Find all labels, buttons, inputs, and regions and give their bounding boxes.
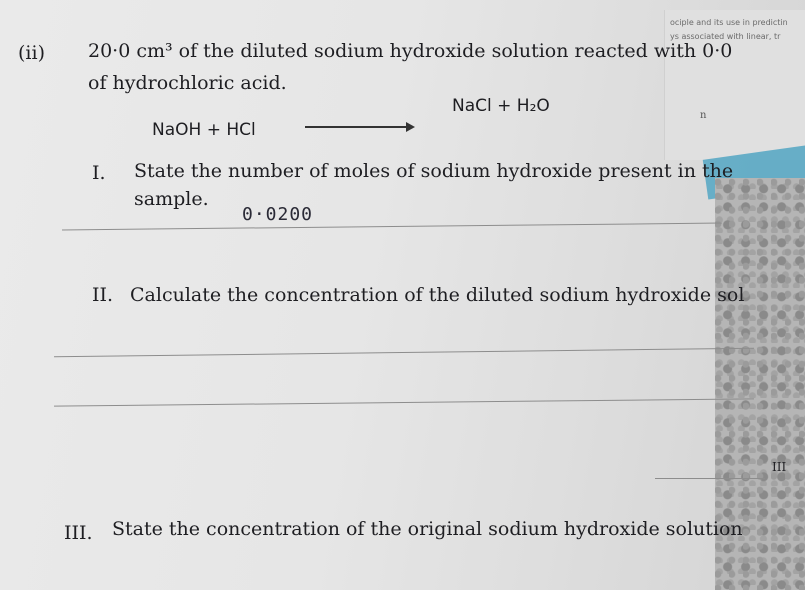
- part2-label: II.: [92, 284, 114, 306]
- background-note-line1: ociple and its use in predictin: [670, 18, 788, 27]
- margin-mark: n: [700, 110, 707, 121]
- part1-text-line2: sample.: [134, 188, 209, 210]
- marks-line: [655, 478, 765, 479]
- question-text-line1: 20·0 cm³ of the diluted sodium hydroxide solution reacted with 0·0: [88, 40, 733, 62]
- part2-text: Calculate the concentration of the diluted sodium hydroxide sol: [130, 284, 745, 306]
- marks-label: III: [772, 460, 787, 474]
- part3-text: State the concentration of the original sodium hydroxide solution: [112, 518, 743, 540]
- part1-label: I.: [92, 162, 106, 184]
- equation-products: NaCl + H₂O: [452, 96, 550, 116]
- question-number: (ii): [18, 42, 45, 64]
- reaction-arrow-icon: [305, 126, 413, 128]
- background-note-line2: ys associated with linear, tr: [670, 32, 781, 41]
- answer-line: [62, 223, 722, 231]
- part1-text-line1: State the number of moles of sodium hydroxide present in the: [134, 160, 734, 182]
- answer-line: [54, 348, 754, 358]
- question-text-line2: of hydrochloric acid.: [88, 72, 287, 94]
- part1-handwritten-answer: 0·0200: [242, 204, 314, 225]
- answer-line: [54, 398, 754, 406]
- equation-reactants: NaOH + HCl: [152, 120, 256, 140]
- part3-label: III.: [64, 522, 93, 544]
